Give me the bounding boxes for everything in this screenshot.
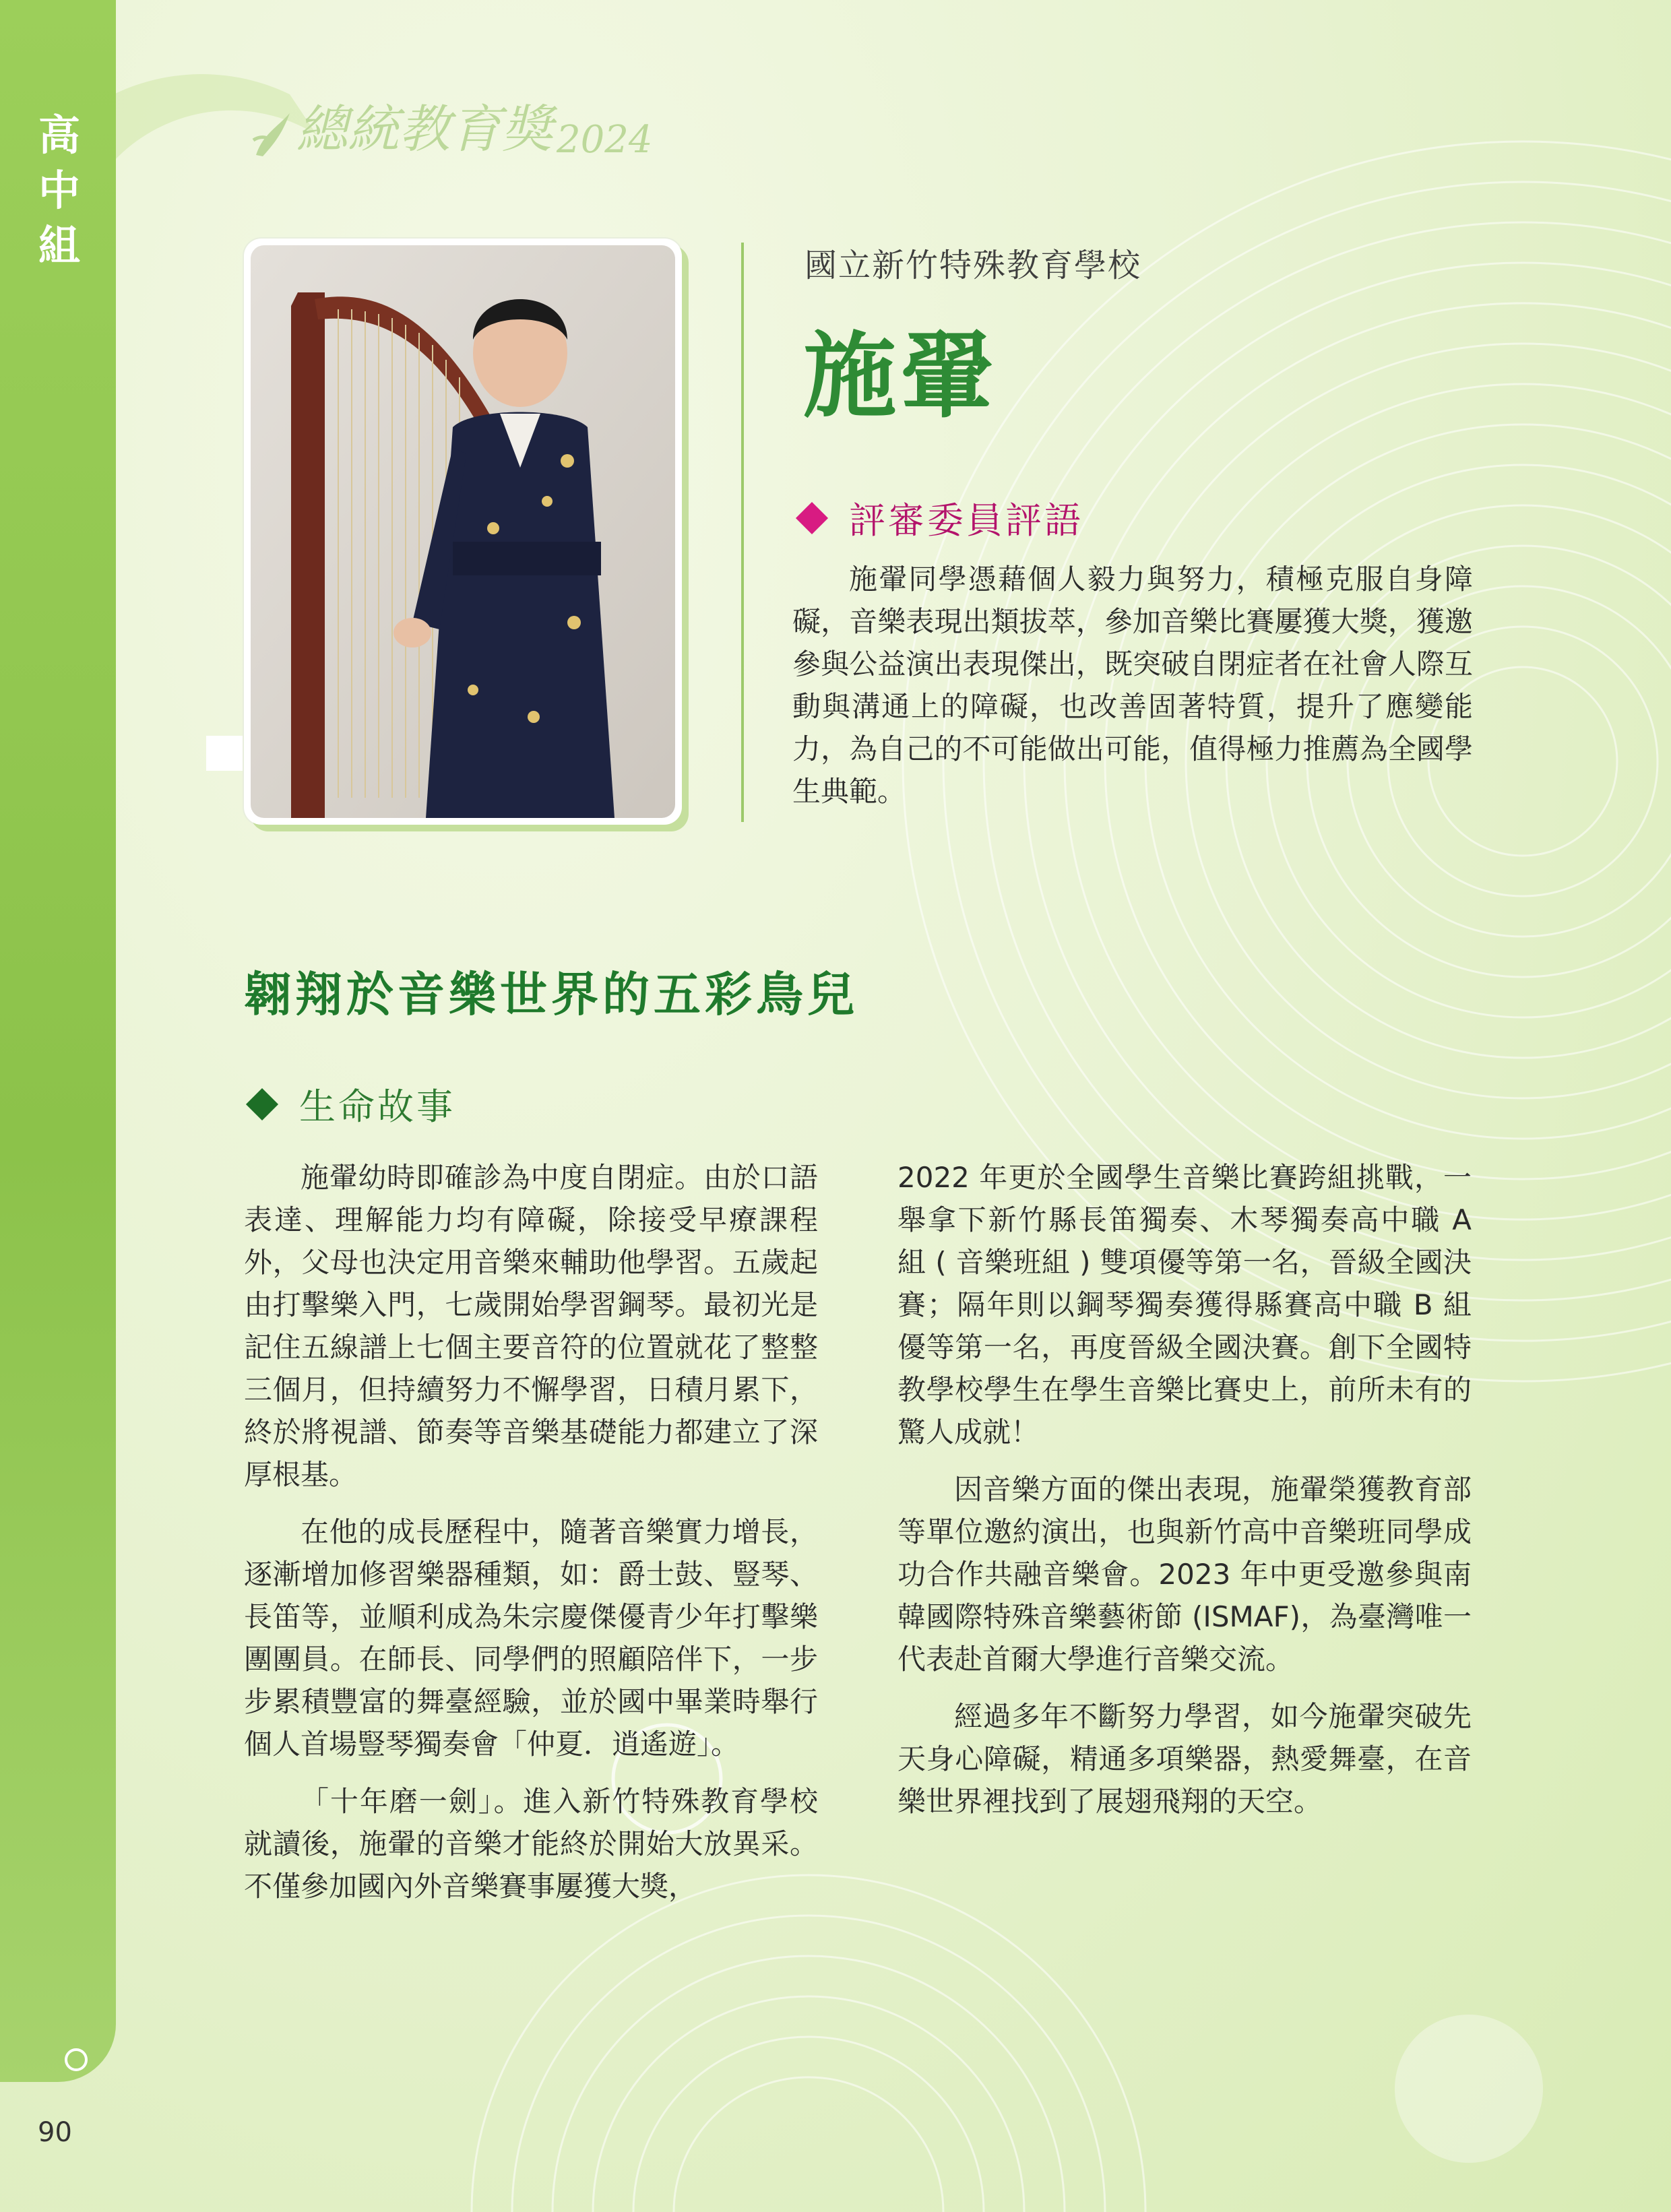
judges-comment-heading-text: 評審委員評語 — [849, 499, 1083, 542]
sidebar-band — [0, 0, 116, 2082]
page-number: 90 — [38, 2117, 72, 2148]
portrait-photo — [251, 245, 675, 818]
award-logo — [249, 101, 653, 162]
story-title: 翱翔於音樂世界的五彩鳥兒 — [244, 967, 858, 1022]
story-paragraph: 「十年磨一劍」。進入新竹特殊教育學校就讀後，施翬的音樂才能終於開始大放異采。不僅參加國內外音樂賽事屢獲大獎， — [244, 1785, 818, 1903]
leaf-logo-icon — [249, 108, 296, 162]
story-column-left — [244, 1156, 818, 1922]
judges-comment-text: 施翬同學憑藉個人毅力與努力，積極克服自身障礙，音樂表現出類拔萃，參加音樂比賽屢獲大獎，獲邀參與公益演出表現傑出，既突破自閉症者在社會人際互動與溝通上的障礙，也改善固著特質，提升了應變能力，為自己的不可能做出可能，值得極力推薦為全國學生典範。 — [792, 563, 1473, 808]
ring-decoration — [65, 2048, 88, 2071]
award-logo-text: 總統教育獎 — [296, 99, 553, 159]
story-column-right — [897, 1156, 1472, 1837]
award-logo-year: 2024 — [557, 118, 653, 162]
judges-comment — [792, 558, 1473, 813]
judges-comment-heading — [794, 492, 1083, 544]
diamond-bullet-icon — [246, 1087, 278, 1120]
division-label-char: 中 — [38, 166, 80, 215]
story-paragraph: 在他的成長歷程中，隨著音樂實力增長，逐漸增加修習樂器種類，如：爵士鼓、豎琴、長笛等，並順利成為朱宗慶傑優青少年打擊樂團團員。在師長、同學們的照顧陪伴下，一步步累積豐富的舞臺經驗，並於國中畢業時舉行個人首場豎琴獨奏會「仲夏．逍遙遊」。 — [244, 1515, 818, 1761]
story-paragraph: 施翬幼時即確診為中度自閉症。由於口語表達、理解能力均有障礙，除接受早療課程外，父母也決定用音樂來輔助他學習。五歲起由打擊樂入門，七歲開始學習鋼琴。最初光是記住五線譜上七個主要音符的位置就花了整整三個月，但持續努力不懈學習，日積月累下，終於將視譜、節奏等音樂基礎能力都建立了深厚根基。 — [244, 1161, 818, 1491]
story-paragraph: 經過多年不斷努力學習，如今施翬突破先天身心障礙，精通多項樂器，熱愛舞臺，在音樂世界裡找到了展翅飛翔的天空。 — [897, 1700, 1472, 1818]
story-paragraph: 因音樂方面的傑出表現，施翬榮獲教育部等單位邀約演出，也與新竹高中音樂班同學成功合作共融音樂會。2023 年中更受邀參與南韓國際特殊音樂藝術節 (ISMAF)，為臺灣唯一代表赴首爾大學進行音樂交流。 — [897, 1473, 1472, 1676]
diamond-bullet-icon — [796, 501, 828, 534]
photo-tab-decoration — [206, 736, 244, 771]
divider-line — [741, 243, 744, 822]
portrait-frame — [244, 239, 682, 825]
division-label — [32, 108, 86, 274]
student-name: 施翬 — [803, 322, 998, 431]
division-label-char: 組 — [38, 221, 80, 270]
division-label-char: 高 — [38, 110, 80, 160]
school-name: 國立新竹特殊教育學校 — [805, 247, 1142, 284]
life-story-heading-text: 生命故事 — [299, 1085, 455, 1128]
life-story-heading — [244, 1078, 455, 1130]
story-paragraph: 2022 年更於全國學生音樂比賽跨組挑戰，一舉拿下新竹縣長笛獨奏、木琴獨奏高中職 A 組 ( 音樂班組 ) 雙項優等第一名，晉級全國決賽；隔年則以鋼琴獨奏獲得縣賽高中職 B 組優等第一名，再度晉級全國決賽。創下全國特教學校學生在學生音樂比賽史上，前所未有的驚人成就！ — [897, 1161, 1472, 1449]
